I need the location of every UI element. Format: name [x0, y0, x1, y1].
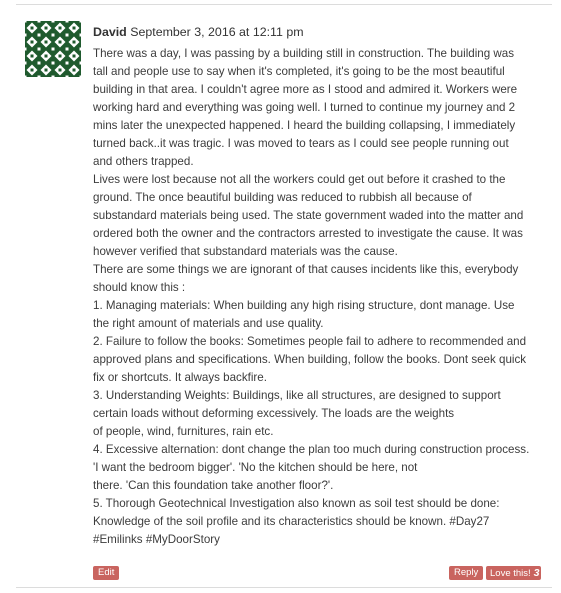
comment-body-line: the right amount of materials and use quality. [93, 317, 324, 330]
avatar-pattern-icon [25, 21, 81, 77]
comment-body-line: There was a day, I was passing by a building still in construction. The building was [93, 47, 515, 60]
comment-body-line: working hard and everything was going well. I turned to continue my journey and 2 [93, 101, 516, 114]
comment-body-line: and others trapped. [93, 155, 194, 168]
comment-body-line: of people, wind, furnitures, rain etc. [93, 425, 274, 438]
comment-author[interactable]: David [93, 25, 127, 39]
comment-body-line: 5. Thorough Geotechnical Investigation also known as soil test should be done: [93, 497, 500, 510]
comment-body-line: There are some things we are ignorant of that causes incidents like this, everybody [93, 263, 519, 276]
comment-date[interactable]: September 3, 2016 at 12:11 pm [130, 25, 304, 39]
comment-body-line: should know this : [93, 281, 186, 294]
comment-body-line: tall and people use to say when it's completed, it's going to be the most beautiful [93, 65, 505, 78]
comment-body-line: however verified that substandard materials was the cause. [93, 245, 398, 258]
comment-body-line: 2. Failure to follow the books: Sometimes people fail to adhere to recommended and [93, 335, 527, 348]
comment-body-line: ground. The once beautiful building was reduced to rubbish all because of [93, 191, 472, 204]
comment-body-line: substandard materials being used. The state government waded into the matter and [93, 209, 524, 222]
avatar [25, 21, 81, 77]
comment-body-line: there. 'Can this foundation take another floor?'. [93, 479, 334, 492]
comment-body [93, 45, 548, 549]
top-divider [16, 4, 552, 5]
comment-body-line: turned back..it was tragic. I was moved to tears as I could see people running out [93, 137, 509, 150]
comment-body-line: ordered both the owner and the contractors arrested to investigate the cause. It was [93, 227, 523, 240]
bottom-divider [16, 587, 552, 588]
love-this-button[interactable] [486, 566, 541, 580]
comment-body-line: Knowledge of the soil profile and its characteristics should be known. #Day27 [93, 515, 490, 528]
comment-body-line: approved plans and specifications. When building, follow the books. Dont seek quick [93, 353, 527, 366]
comment-body-line: fix or shortcuts. It always backfire. [93, 371, 267, 384]
comment-body-line: mins later the unexpected happened. I heard the building collapsing, I immediately [93, 119, 516, 132]
love-count: 3 [533, 567, 540, 579]
comment-body-line: 'I want the bedroom bigger'. 'No the kitchen should be here, not [93, 461, 418, 474]
edit-button[interactable]: Edit [93, 566, 119, 580]
comment-body-line: building in that area. I couldn't agree more as I stood and admired it. Workers were [93, 83, 518, 96]
comment-body-line: 1. Managing materials: When building any high rising structure, dont manage. Use [93, 299, 515, 312]
comment-body-line: certain loads without deforming excessively. The loads are the weights [93, 407, 455, 420]
comment-body-line: #Emilinks #MyDoorStory [93, 533, 220, 546]
reply-button[interactable]: Reply [449, 566, 483, 580]
love-this-label: Love this! [490, 568, 531, 579]
comment-body-line: Lives were lost because not all the workers could get out before it crashed to the [93, 173, 506, 186]
comment-body-line: 4. Excessive alternation: dont change the plan too much during construction process. [93, 443, 530, 456]
comment-header [93, 24, 304, 40]
comment-body-line: 3. Understanding Weights: Buildings, like all structures, are designed to support [93, 389, 501, 402]
